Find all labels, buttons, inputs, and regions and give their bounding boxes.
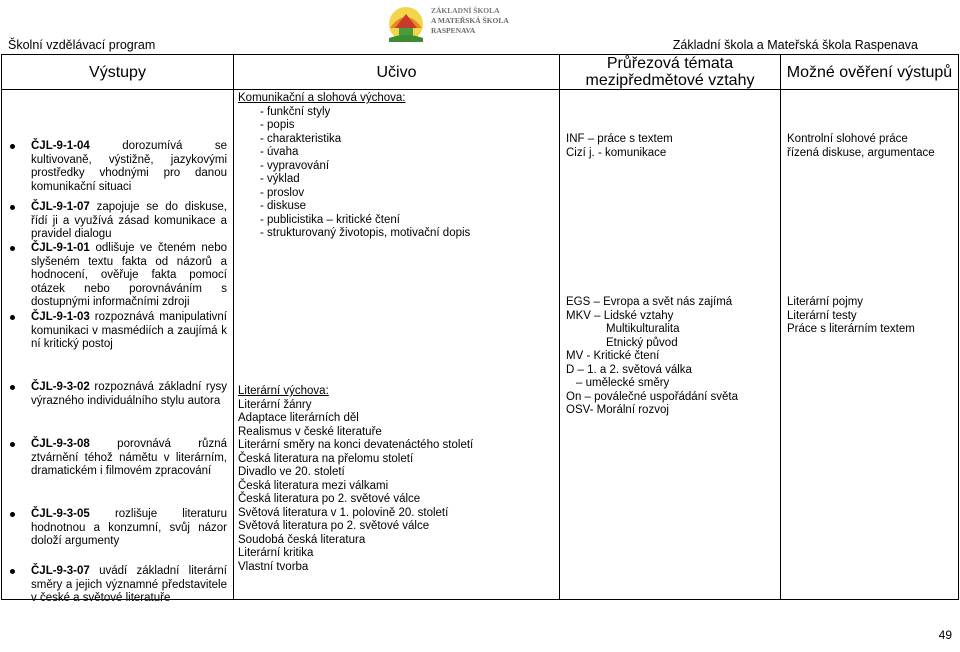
verify-line: Literární pojmy	[787, 296, 864, 308]
col-header-themes: Průřezová témata mezipředmětové vztahy	[560, 55, 781, 90]
comm-title: Komunikační a slohová výchova:	[238, 92, 406, 104]
outcome-item: ČJL-9-3-05 rozlišuje literaturu hodnotnou a konzumní, svůj názor doloží argumenty	[31, 508, 227, 549]
comm-item: - výklad	[260, 173, 300, 185]
lit-item: Literární žánry	[238, 398, 312, 411]
theme-d-2: – umělecké směry	[576, 377, 670, 389]
theme-d: D – 1. a 2. světová válka	[566, 363, 692, 376]
outcome-item: ČJL-9-1-01 odlišuje ve čteném nebo slyšeném textu fakta od názorů a hodnocení, ověřuje fakta pomocí otázek nebo porovnáváním s dostupnými informačními zdroji	[31, 242, 227, 310]
logo-line-1: ZÁKLADNÍ ŠKOLA	[431, 6, 500, 15]
outcome-item: ČJL-9-1-04 dorozumívá se kultivovaně, výstižně, jazykovými prostředky vhodnými pro danou komunikační situaci	[31, 140, 227, 194]
comm-item: - proslov	[260, 186, 305, 199]
theme-mkv: MKV – Lidské vztahy	[566, 309, 674, 322]
theme-mkv-3: Etnický původ	[606, 336, 678, 349]
lit-item: Divadlo ve 20. století	[238, 466, 345, 478]
comm-item: - charakteristika	[260, 132, 342, 145]
theme-line: INF – práce s textem	[566, 133, 673, 145]
comm-item: - diskuse	[260, 200, 307, 212]
verify-line: Kontrolní slohové práce	[787, 133, 908, 145]
comm-item: - popis	[260, 119, 295, 131]
school-name: Základní škola a Mateřská škola Raspenava	[672, 38, 918, 52]
verify-line: Literární testy	[787, 309, 857, 322]
curriculum-cell	[234, 90, 559, 599]
logo-line-3: RASPENAVA	[431, 26, 476, 35]
lit-list	[238, 399, 473, 575]
theme-line: Cizí j. - komunikace	[566, 146, 667, 159]
outcome-item: ČJL-9-3-08 porovnává různá ztvárnění téhož námětu v literárním, dramatickém i filmovém zpracování	[31, 438, 227, 479]
comm-item: - úvaha	[260, 146, 299, 158]
lit-item: Světová literatura v 1. polovině 20. století	[238, 506, 449, 519]
verification-cell	[781, 90, 958, 599]
themes-cell	[560, 90, 780, 599]
lit-title: Literární výchova:	[238, 385, 329, 397]
comm-item: - strukturovaný životopis, motivační dopis	[260, 227, 471, 239]
outcome-item: ČJL-9-1-07 zapojuje se do diskuse, řídí ji a využívá zásad komunikace a pravidel dialogu	[31, 201, 227, 242]
verify-line: Práce s literárním textem	[787, 323, 915, 335]
comm-list	[238, 106, 470, 241]
lit-item: Světová literatura po 2. světové válce	[238, 520, 430, 532]
page-number: 49	[938, 628, 952, 642]
lit-item: Literární kritika	[238, 547, 314, 559]
lit-item: Realismus v české literatuře	[238, 425, 382, 438]
school-logo-icon	[385, 2, 427, 44]
logo-line-2: A MATEŘSKÁ ŠKOLA	[431, 16, 509, 25]
col-header-curriculum: Učivo	[234, 55, 560, 90]
outcome-item: ČJL-9-1-03 rozpoznává manipulativní komunikaci v masmédiích a zaujímá k ní kritický postoj	[31, 311, 227, 352]
lit-item: Adaptace literárních děl	[238, 412, 359, 424]
col-header-verification: Možné ověření výstupů	[781, 55, 959, 90]
verify-line: řízená diskuse, argumentace	[787, 146, 935, 159]
theme-on: On – poválečné uspořádání světa	[566, 390, 738, 403]
comm-item: - publicistika – kritické čtení	[260, 213, 400, 226]
outcome-item: ČJL-9-3-02 rozpoznává základní rysy výrazného individuálního stylu autora	[31, 381, 227, 408]
lit-item: Česká literatura po 2. světové válce	[238, 493, 421, 505]
theme-osv: OSV- Morální rozvoj	[566, 404, 669, 416]
curriculum-table	[1, 54, 959, 604]
lit-item: Česká literatura mezi válkami	[238, 479, 389, 492]
col-header-outcomes: Výstupy	[2, 55, 234, 90]
lit-item: Česká literatura na přelomu století	[238, 452, 414, 465]
theme-mv: MV - Kritické čtení	[566, 350, 660, 362]
theme-egs: EGS – Evropa a svět nás zajímá	[566, 296, 733, 308]
comm-item: - vypravování	[260, 159, 330, 172]
lit-item: Literární směry na konci devatenáctého století	[238, 439, 474, 451]
lit-item: Soudobá česká literatura	[238, 533, 366, 546]
theme-mkv-2: Multikulturalita	[606, 323, 680, 335]
program-title: Školní vzdělávací program	[8, 38, 156, 52]
comm-item: - funkční styly	[260, 105, 331, 118]
school-logo	[385, 2, 525, 44]
outcomes-cell	[2, 90, 233, 604]
lit-item: Vlastní tvorba	[238, 560, 309, 573]
outcome-item: ČJL-9-3-07 uvádí základní literární směry a jejich významné představitele v české a světové literatuře	[31, 565, 227, 606]
